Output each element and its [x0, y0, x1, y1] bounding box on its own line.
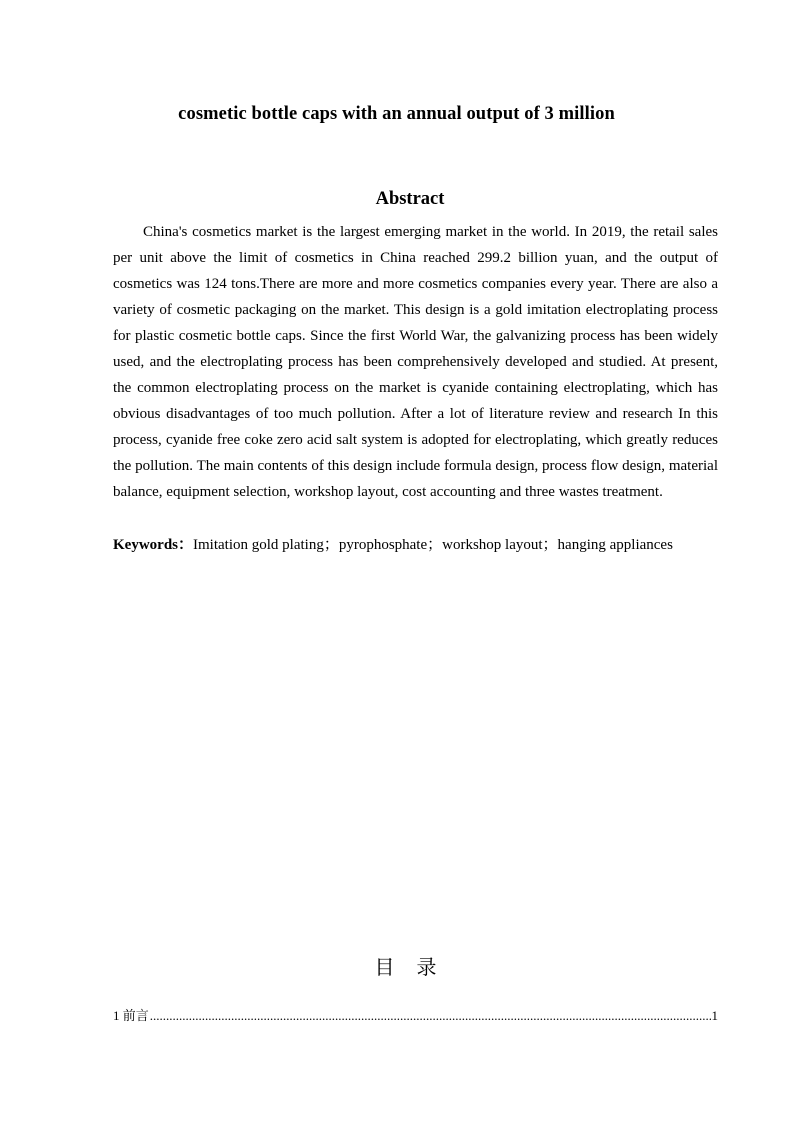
toc-entry-page: 1: [711, 1008, 718, 1023]
abstract-paragraph: China's cosmetics market is the largest emerging market in the world. In 2019, the retail sales per unit above the limit of cosmetics in China reached 299.2 billion yuan, and the output of cosmetics was 124 tons.There are more and more cosmetics companies every year. There are also a variety of cosmetic packaging on the market. This design is a gold imitation electroplating process for plastic cosmetic bottle caps. Since the first World War, the galvanizing process has been widely used, and the electroplating process has been comprehensively developed and studied. At present, the common electroplating process on the market is cyanide containing electroplating, which has obvious disadvantages of too much pollution. After a lot of literature review and research In this process, cyanide free coke zero acid salt system is adopted for electroplating, which greatly reduces the pollution. The main contents of this design include formula design, process flow design, material balance, equipment selection, workshop layout, cost accounting and three wastes treatment.: [113, 224, 718, 500]
keywords-line: [113, 534, 733, 556]
keywords-label: Keywords：: [113, 537, 193, 553]
toc-leader-dots: [150, 1006, 711, 1026]
toc-heading: 目录: [374, 955, 459, 979]
keywords-text: Imitation gold plating；pyrophosphate；workshop layout；hanging appliances: [193, 537, 673, 553]
toc-entry-label: 1 前言: [113, 1008, 149, 1023]
abstract-heading: Abstract: [375, 189, 445, 209]
toc-entry[interactable]: [113, 1006, 718, 1026]
document-title: cosmetic bottle caps with an annual output of 3 million: [178, 104, 615, 124]
